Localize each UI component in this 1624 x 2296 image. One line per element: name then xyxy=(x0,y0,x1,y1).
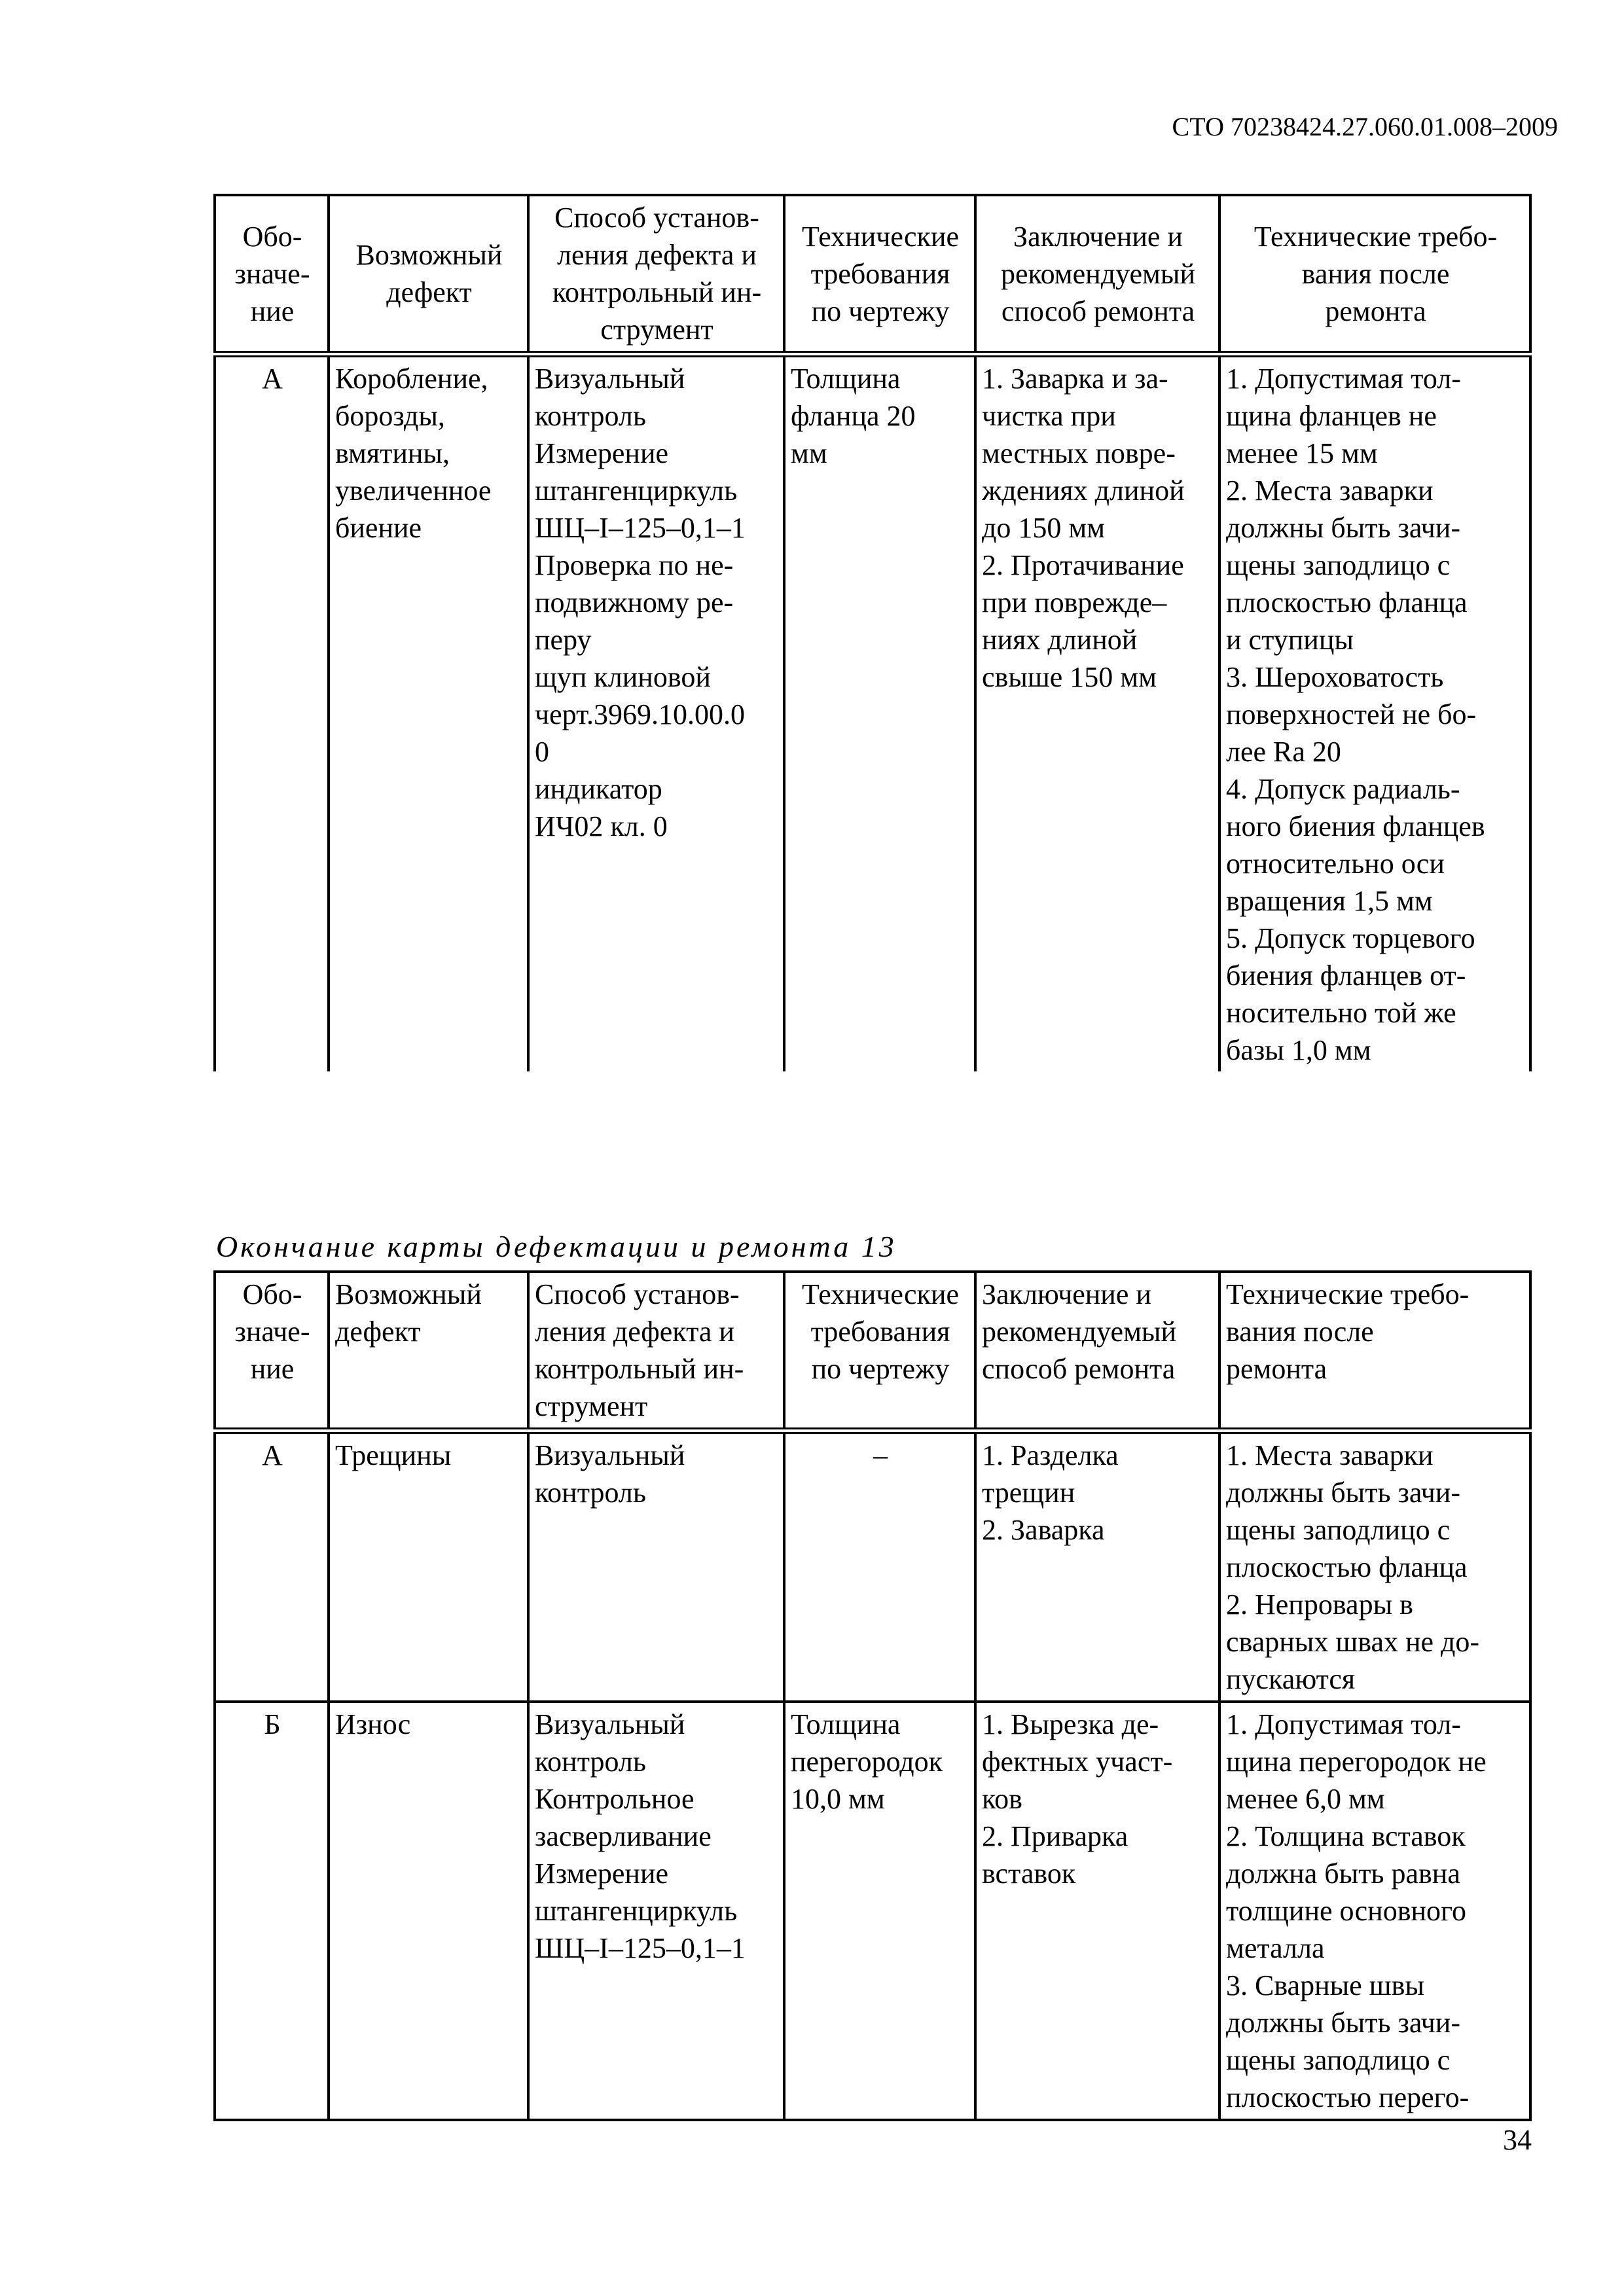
cell-method: Визуальный контроль xyxy=(528,1431,784,1702)
header-possible-defect: Возможный дефект xyxy=(329,1272,528,1431)
cell-after-repair: 1. Места заварки должны быть зачи- щены заподлицо с плоскостью фланца 2. Непровары в сварных швах не до- пускаются xyxy=(1219,1431,1530,1702)
cell-defect: Износ xyxy=(329,1702,528,2120)
defect-card-table-bottom xyxy=(213,1270,1532,2121)
cell-requirements: – xyxy=(784,1431,975,1702)
table-caption: Окончание карты дефектации и ремонта 13 xyxy=(216,1230,897,1263)
header-drawing-requirements: Технические требования по чертежу xyxy=(784,195,975,354)
header-designation: Обо- значе- ние xyxy=(215,1272,329,1431)
cell-requirements: Толщина перегородок 10,0 мм xyxy=(784,1702,975,2120)
cell-method: Визуальный контроль Контрольное засверливание Измерение штангенциркуль ШЦ–I–125–0,1–1 xyxy=(528,1702,784,2120)
document-code: СТО 70238424.27.060.01.008–2009 xyxy=(1172,112,1558,141)
cell-method: Визуальный контроль Измерение штангенциркуль ШЦ–I–125–0,1–1 Проверка по не- подвижному ре- перу щуп клиновой черт.3969.10.00.0 0 индикатор ИЧ02 кл. 0 xyxy=(528,354,784,1071)
header-after-repair-requirements: Технические требо- вания после ремонта xyxy=(1219,1272,1530,1431)
header-drawing-requirements: Технические требования по чертежу xyxy=(784,1272,975,1431)
table-row xyxy=(215,354,1530,1071)
table-row xyxy=(215,1431,1530,1702)
header-detection-method: Способ установ- ления дефекта и контрольный ин- струмент xyxy=(528,1272,784,1431)
table-header-row xyxy=(215,1272,1530,1431)
header-detection-method: Способ установ- ления дефекта и контрольный ин- струмент xyxy=(528,195,784,354)
defect-card-table-top xyxy=(213,194,1532,1071)
cell-designation: А xyxy=(215,1431,329,1702)
cell-defect: Коробление, борозды, вмятины, увеличенное биение xyxy=(329,354,528,1071)
header-repair-conclusion: Заключение и рекомендуемый способ ремонта xyxy=(975,1272,1219,1431)
header-after-repair-requirements: Технические требо- вания после ремонта xyxy=(1219,195,1530,354)
cell-conclusion: 1. Вырезка де- фектных участ- ков 2. Приварка вставок xyxy=(975,1702,1219,2120)
header-designation: Обо- значе- ние xyxy=(215,195,329,354)
cell-designation: Б xyxy=(215,1702,329,2120)
cell-designation: А xyxy=(215,354,329,1071)
cell-conclusion: 1. Разделка трещин 2. Заварка xyxy=(975,1431,1219,1702)
cell-requirements: Толщина фланца 20 мм xyxy=(784,354,975,1071)
page-number: 34 xyxy=(1503,2124,1532,2156)
cell-after-repair: 1. Допустимая тол- щина перегородок не менее 6,0 мм 2. Толщина вставок должна быть равна толщине основного металла 3. Сварные швы должны быть зачи- щены заподлицо с плоскостью перего- xyxy=(1219,1702,1530,2120)
header-repair-conclusion: Заключение и рекомендуемый способ ремонта xyxy=(975,195,1219,354)
cell-defect: Трещины xyxy=(329,1431,528,1702)
header-possible-defect: Возможный дефект xyxy=(329,195,528,354)
cell-after-repair: 1. Допустимая тол- щина фланцев не менее 15 мм 2. Места заварки должны быть зачи- щены заподлицо с плоскостью фланца и ступицы 3. Шероховатость поверхностей не бо- лее Ra 20 4. Допуск радиаль- ного биения фланцев относительно оси вращения 1,5 мм 5. Допуск торцевого биения фланцев от- носительно той же базы 1,0 мм xyxy=(1219,354,1530,1071)
table-header-row xyxy=(215,195,1530,354)
cell-conclusion: 1. Заварка и за- чистка при местных повре- ждениях длиной до 150 мм 2. Протачивание при поврежде– ниях длиной свыше 150 мм xyxy=(975,354,1219,1071)
table-row xyxy=(215,1702,1530,2120)
